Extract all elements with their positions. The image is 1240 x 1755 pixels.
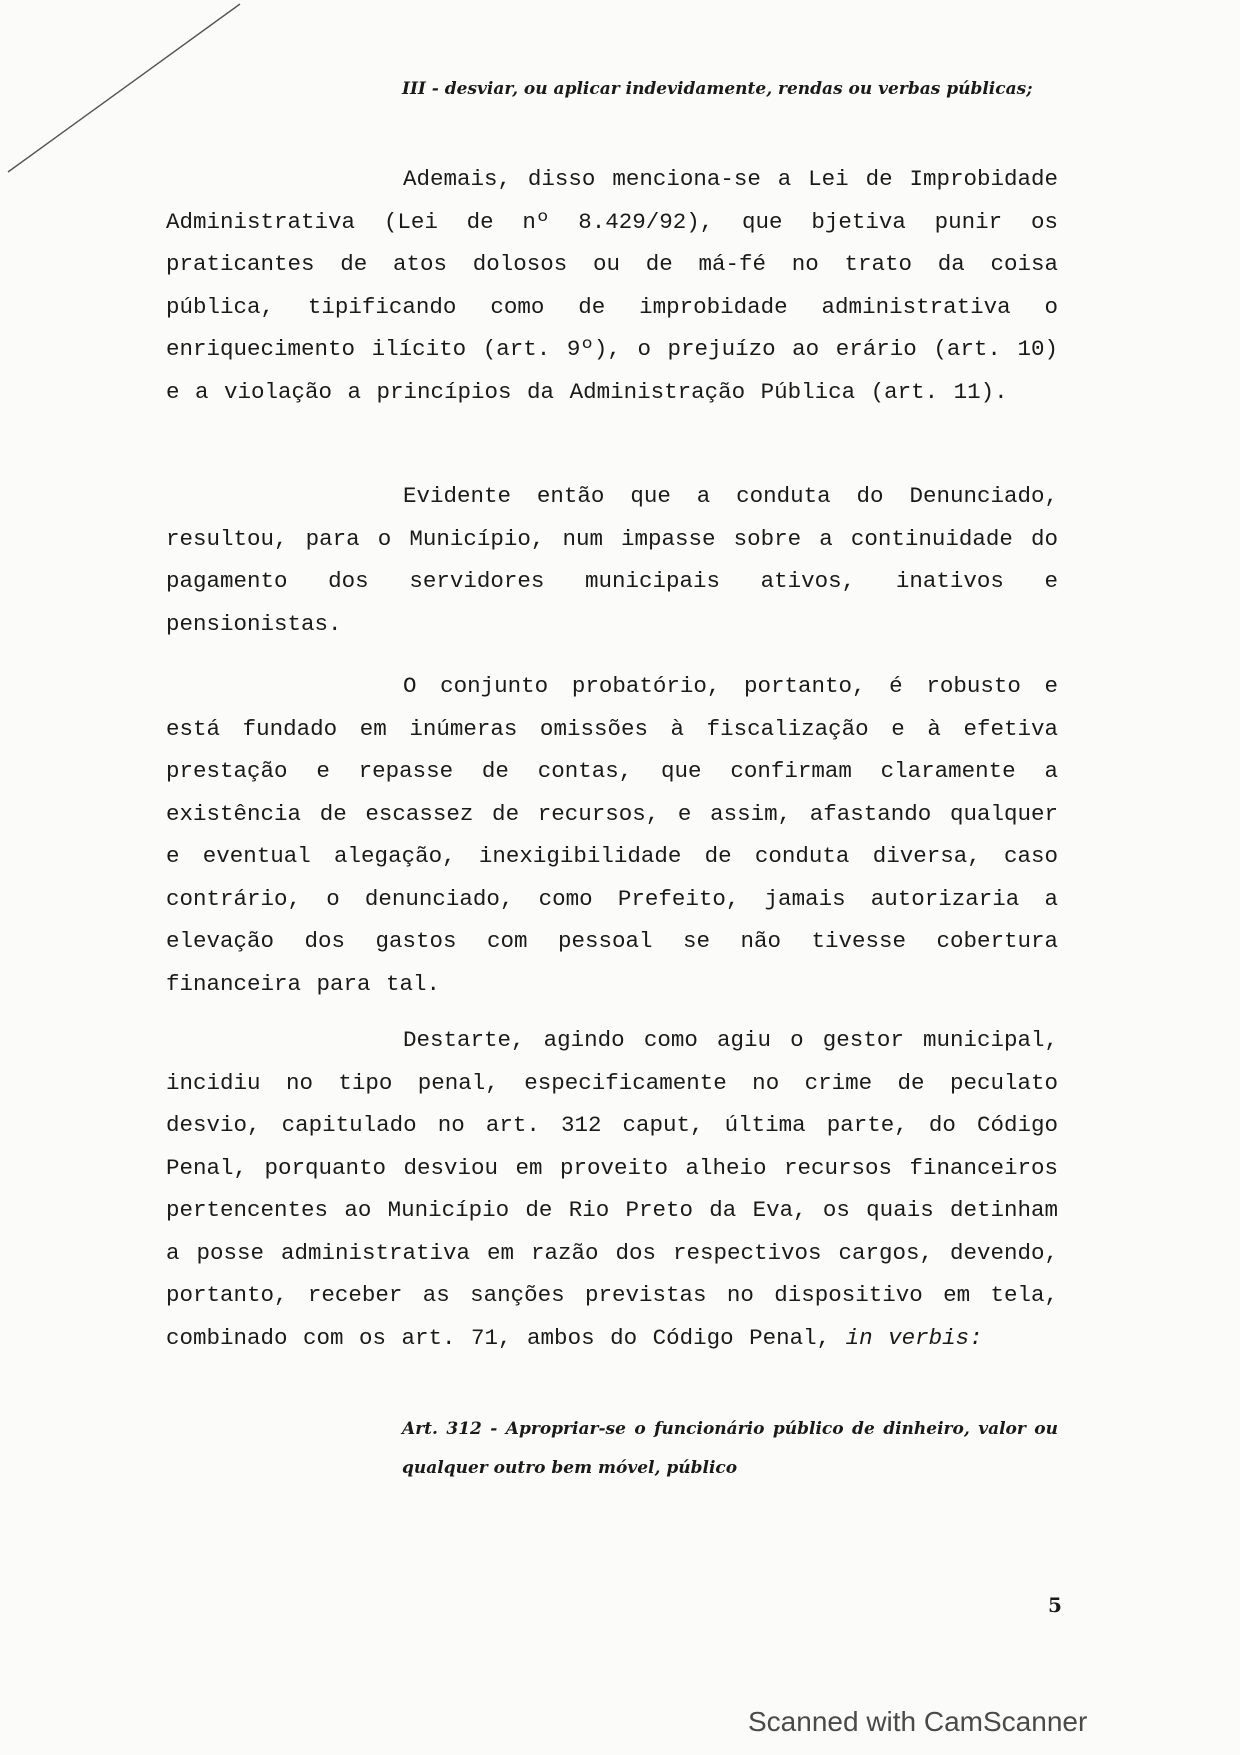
in-verbis: in verbis:: [845, 1324, 983, 1351]
paragraph-destarte: [166, 1019, 1058, 1359]
paragraph-lei-improbidade: Ademais, disso menciona-se a Lei de Improbidade Administrativa (Lei de nº 8.429/92), que bjetiva punir os praticantes de atos dolosos ou de má-fé no trato da coisa pública, tipificando como de improbidade administrativa o enriquecimento ilícito (art. 9º), o prejuízo ao erário (art. 10) e a violação a princípios da Administração Pública (art. 11).: [166, 166, 1058, 405]
quote-art-312: Art. 312 - Apropriar-se o funcionário público de dinheiro, valor ou qualquer outro bem móvel, público: [402, 1419, 1058, 1478]
paragraph-conjunto-probatorio: O conjunto probatório, portanto, é robusto e está fundado em inúmeras omissões à fiscalização e à efetiva prestação e repasse de contas, que confirmam claramente a existência de escassez de recursos, e assim, afastando qualquer e eventual alegação, inexigibilidade de conduta diversa, caso contrário, o denunciado, como Prefeito, jamais autorizaria a elevação dos gastos com pessoal se não tivesse cobertura financeira para tal.: [166, 673, 1058, 997]
quote-inciso-iii: III - desviar, ou aplicar indevidamente, rendas ou verbas públicas;: [402, 79, 1033, 99]
page-number: 5: [1048, 1593, 1062, 1617]
destarte-text: Destarte, agindo como agiu o gestor municipal, incidiu no tipo penal, especificamente no crime de peculato desvio, capitulado no art. 312 caput, última parte, do Código Penal, porquanto desviou em proveito alheio recursos financeiros pertencentes ao Município de Rio Preto da Eva, os quais detinham a posse administrativa em razão dos respectivos cargos, devendo, portanto, receber as sanções previstas no dispositivo em tela, combinado com os art. 71, ambos do Código Penal,: [166, 1027, 1058, 1351]
paragraph-conduta-denunciado: Evidente então que a conduta do Denunciado, resultou, para o Município, num impasse sobre a continuidade do pagamento dos servidores municipais ativos, inativos e pensionistas.: [166, 483, 1058, 637]
camscanner-watermark: Scanned with CamScanner: [748, 1706, 1088, 1737]
